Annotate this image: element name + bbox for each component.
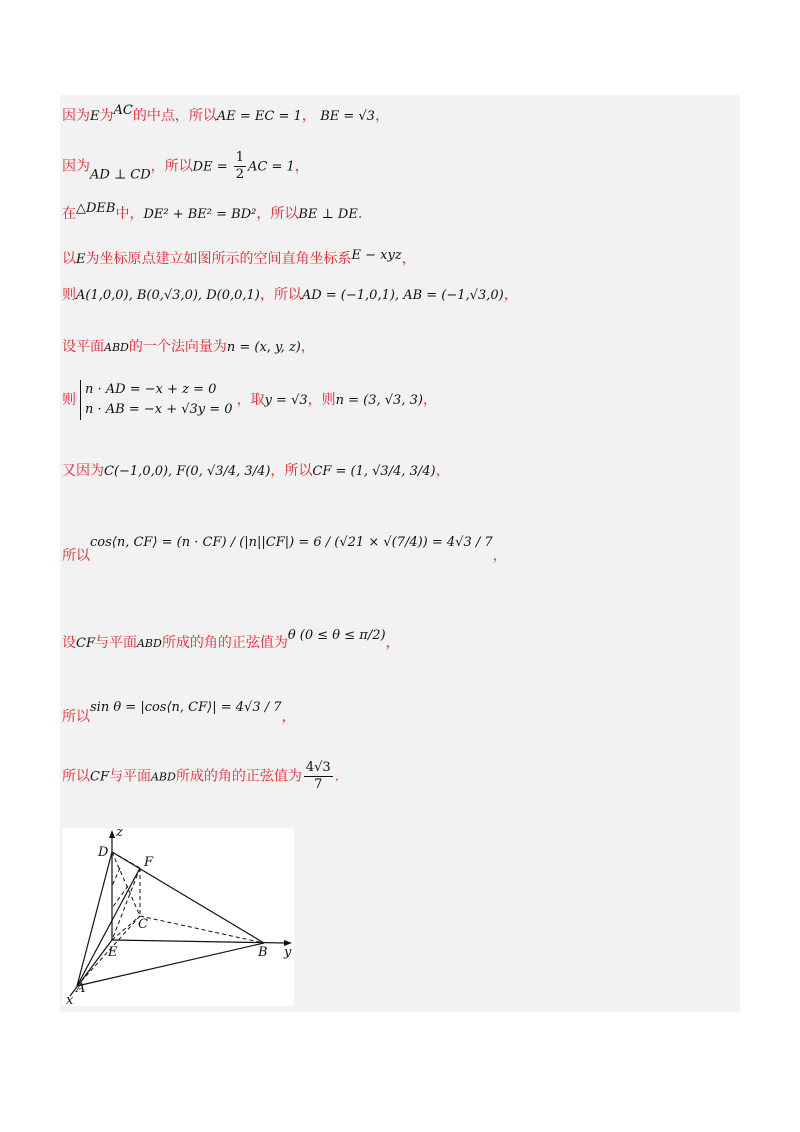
math: cos⟨n, CF⟩ = (n · CF) / (|n||CF|) = 6 / (√21 × √(7/4)) = 4√3 / 7 <box>90 535 493 550</box>
text: ，所以 <box>259 287 302 303</box>
label-C: C <box>138 917 148 932</box>
numerator: 4√3 <box>305 760 331 775</box>
math: sin θ = |cos⟨n, CF⟩| = 4√3 / 7 <box>90 700 282 715</box>
math: DE² + BE² = BD² <box>143 207 257 222</box>
label-D: D <box>98 845 109 860</box>
math: AD ⊥ CD <box>90 167 151 183</box>
geometry-figure <box>62 828 294 1006</box>
math: E <box>76 252 86 267</box>
solution-line-7 <box>62 380 437 420</box>
text: ， <box>300 339 315 355</box>
solution-line-8 <box>62 460 450 480</box>
fraction <box>304 760 333 793</box>
math: CF <box>76 636 95 651</box>
solution-line-1 <box>62 103 389 125</box>
text: ， <box>301 108 316 124</box>
edge-DB <box>112 852 264 943</box>
math: y = √3 <box>264 393 308 408</box>
label-y: y <box>284 945 292 960</box>
math: AC <box>113 103 133 118</box>
text: ， <box>492 548 507 564</box>
solution-line-11 <box>62 700 296 726</box>
text: 设 <box>62 635 76 651</box>
math: θ (0 ≤ θ ≤ π/2) <box>287 628 386 643</box>
fraction <box>234 150 246 183</box>
math: DE = <box>192 159 232 175</box>
text: 所以 <box>62 709 90 725</box>
text: 在 <box>62 206 76 222</box>
solution-line-3 <box>62 201 362 223</box>
solution-line-12 <box>62 760 339 793</box>
text: ， <box>503 287 518 303</box>
edge-FE <box>112 868 140 940</box>
math: ABD <box>150 770 176 784</box>
math: n = (x, y, z) <box>226 340 301 355</box>
math: E <box>90 109 100 124</box>
solution-line-6 <box>62 336 315 356</box>
text: 所以 <box>62 768 90 785</box>
text: ， <box>401 251 416 267</box>
text: 因为 <box>62 108 90 124</box>
label-z: z <box>116 828 123 840</box>
text: 为 <box>99 108 114 124</box>
label-E: E <box>108 945 118 960</box>
label-B: B <box>258 945 268 960</box>
math: n = (3, √3, 3) <box>335 393 423 408</box>
text: 所成的角的正弦值为 <box>175 768 302 785</box>
text: 以 <box>62 251 76 267</box>
text: ， <box>422 392 437 408</box>
solution-line-2 <box>62 150 309 183</box>
text: 与平面 <box>108 768 151 785</box>
text: ，所以 <box>256 206 299 222</box>
z-arrow <box>109 830 115 838</box>
denominator: 2 <box>235 167 245 182</box>
text: 为坐标原点建立如图所示的空间直角坐标系 <box>85 251 352 267</box>
text: ， <box>374 108 389 124</box>
math: ABD <box>136 637 162 650</box>
hatch-1 <box>112 868 120 886</box>
label-F: F <box>144 855 154 870</box>
text: . <box>357 206 363 222</box>
text: ，则 <box>307 392 336 408</box>
text: ， <box>281 709 296 725</box>
text: 则 <box>62 392 76 408</box>
solution-line-4 <box>62 248 416 268</box>
text: ，所以 <box>270 463 313 479</box>
pyramid-diagram <box>62 828 294 1006</box>
math: CF = (1, √3/4, 3/4) <box>312 464 436 479</box>
text: ，取 <box>236 392 265 408</box>
text: ， <box>435 463 450 479</box>
text: 中， <box>115 206 144 222</box>
text: 设平面 <box>62 339 104 355</box>
solution-line-10 <box>62 628 400 652</box>
text: 所以 <box>62 548 90 564</box>
equation-system <box>80 380 233 420</box>
text: ， <box>294 158 309 175</box>
text: 所成的角的正弦值为 <box>161 635 288 651</box>
label-A: A <box>76 981 86 996</box>
text: . <box>334 768 340 785</box>
label-x: x <box>66 993 74 1006</box>
text: 的一个法向量为 <box>128 339 227 355</box>
text: ，所以 <box>150 158 193 175</box>
math: △DEB <box>76 201 116 216</box>
math: AC = 1 <box>248 159 295 175</box>
math: E − xyz <box>351 248 402 263</box>
text: 与平面 <box>94 635 137 651</box>
text: 则 <box>62 287 76 303</box>
equation: n · AB = −x + √3y = 0 <box>85 402 233 417</box>
math: AD = (−1,0,1), AB = (−1,√3,0) <box>301 288 504 303</box>
edge-CB <box>140 916 264 943</box>
math: CF <box>90 769 109 785</box>
math: BE = √3 <box>320 109 375 124</box>
equation: n · AD = −x + z = 0 <box>85 382 217 397</box>
text: ， <box>385 635 400 651</box>
solution-line-5 <box>62 284 518 304</box>
denominator: 7 <box>314 777 323 792</box>
math: AE = EC = 1 <box>216 109 302 124</box>
text: 又因为 <box>62 463 104 479</box>
text: 因为 <box>62 158 90 175</box>
numerator: 1 <box>235 150 245 165</box>
math: C(−1,0,0), F(0, √3/4, 3/4) <box>104 464 271 479</box>
solution-line-9 <box>62 535 507 565</box>
math: ABD <box>104 341 129 354</box>
text: 的中点，所以 <box>132 108 217 124</box>
math: BE ⊥ DE <box>298 207 358 222</box>
edge-DA <box>77 852 112 986</box>
edge-DC <box>112 852 140 916</box>
math: A(1,0,0), B(0,√3,0), D(0,0,1) <box>76 288 260 303</box>
